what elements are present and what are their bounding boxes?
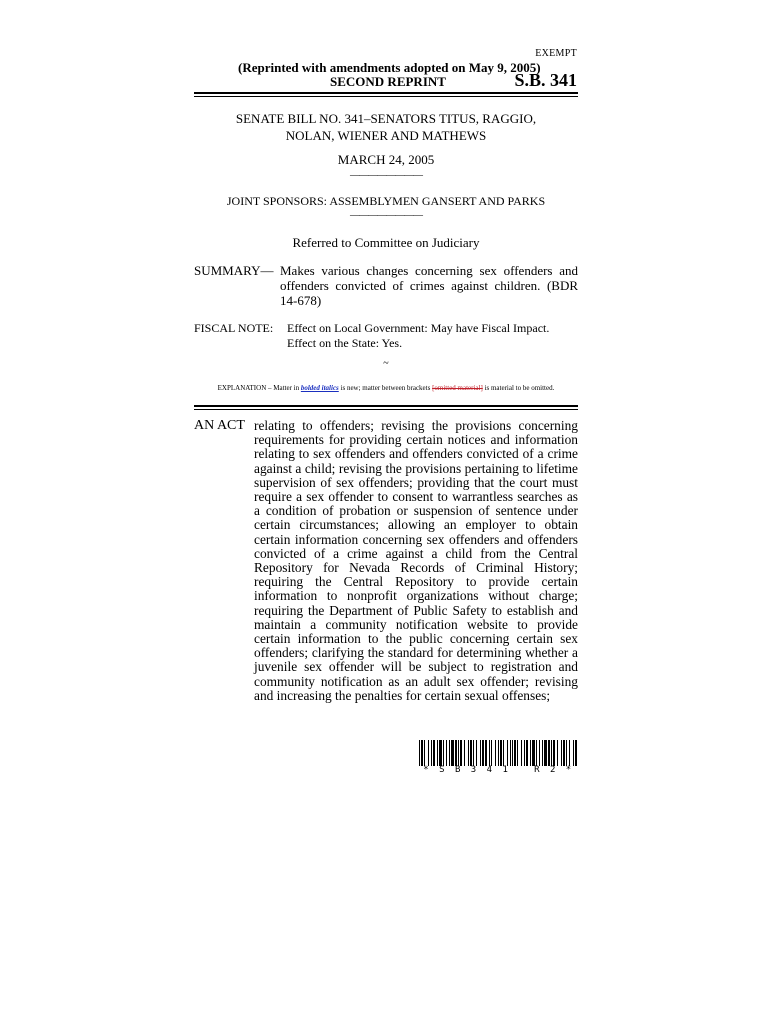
barcode-bar xyxy=(530,740,531,766)
tilde-mark: ~ xyxy=(383,358,389,369)
barcode-bar xyxy=(439,740,442,766)
barcode-bar xyxy=(517,740,518,766)
summary-label: SUMMARY— xyxy=(194,263,274,278)
header-rule-thin xyxy=(194,96,578,97)
barcode-bar xyxy=(473,740,474,766)
barcode-bar xyxy=(433,740,435,766)
barcode-bar xyxy=(510,740,511,766)
barcode-bar xyxy=(563,740,565,766)
bill-title-line1: SENATE BILL NO. 341–SENATORS TITUS, RAGGIO, xyxy=(235,111,537,126)
reprint-note: (Reprinted with amendments adopted on May 9, 2005) xyxy=(238,60,541,75)
referred-to-committee: Referred to Committee on Judiciary xyxy=(292,235,480,250)
barcode-bar xyxy=(455,740,457,766)
barcode-bar xyxy=(495,740,496,766)
barcode-bar xyxy=(468,740,469,766)
barcode-bar xyxy=(514,740,516,766)
barcode-bar xyxy=(561,740,562,766)
joint-sponsors: JOINT SPONSORS: ASSEMBLYMEN GANSERT AND PARKS xyxy=(226,194,546,208)
bill-title-line2: NOLAN, WIENER AND MATHEWS xyxy=(285,128,487,143)
explanation-omitted-text: [omitted material] xyxy=(432,384,483,392)
fiscal-note-text xyxy=(287,321,578,351)
exempt-label: EXEMPT xyxy=(535,48,577,59)
barcode-bar xyxy=(526,740,528,766)
header-rule-thick xyxy=(194,92,578,94)
barcode-bar xyxy=(539,740,540,766)
bill-number: S.B. 341 xyxy=(514,70,577,90)
barcode-bar xyxy=(424,740,425,766)
barcode-bar xyxy=(437,740,438,766)
separator-dash-1: ———————— xyxy=(350,170,422,181)
barcode-bar xyxy=(460,740,462,766)
explanation-suffix: is material to be omitted. xyxy=(482,384,555,392)
explanation-prefix: EXPLANATION – Matter in xyxy=(217,384,301,392)
barcode-bar xyxy=(485,740,487,766)
barcode-bar xyxy=(446,740,447,766)
barcode-bar xyxy=(498,740,499,766)
explanation-rule-thick xyxy=(194,405,578,407)
barcode-bar xyxy=(431,740,432,766)
barcode-bar xyxy=(421,740,423,766)
explanation-line xyxy=(194,384,578,392)
barcode-bar xyxy=(503,740,504,766)
barcode-bar xyxy=(491,740,492,766)
barcode-bar xyxy=(521,740,522,766)
act-text: relating to offenders; revising the provisions concerning requirements for providing certain notices and information relating to sex offenders and offenders convicted of a crime against a child; revising the provisions pertaining to lifetime supervision of sex offenders; providing that the court must require a sex offender to consent to warrantless searches as a condition of probation or suspension of sentence under certain circumstances; allowing an employer to obtain certain information concerning sex offenders and offenders convicted of a crime against a child from the Central Repository for Nevada Records of Criminal History; requiring the Central Repository to provide certain information to nonprofit organizations without charge; requiring the Department of Public Safety to establish and maintain a community notification website to provide certain information to the public concerning certain sex offenders; clarifying the standard for determining whether a juvenile sex offender will be subject to registration and community notification as an adult sex offender; revising and increasing the penalties for certain sexual offenses; xyxy=(254,418,578,703)
barcode-bar xyxy=(482,740,484,766)
barcode-bar xyxy=(532,740,535,766)
second-reprint-label: SECOND REPRINT xyxy=(330,74,446,89)
separator-dash-2: ———————— xyxy=(350,210,422,221)
bill-title xyxy=(194,110,578,144)
barcode-bar xyxy=(575,740,577,766)
barcode-bar xyxy=(551,740,552,766)
barcode-bar xyxy=(470,740,472,766)
barcode-bar xyxy=(536,740,537,766)
fiscal-local: Effect on Local Government: May have Fiscal Impact. xyxy=(287,321,550,335)
act-label: AN ACT xyxy=(194,418,245,433)
barcode-bar xyxy=(500,740,502,766)
barcode-bar xyxy=(573,740,574,766)
barcode-bar xyxy=(569,740,570,766)
barcode-bar xyxy=(419,740,420,766)
fiscal-note-label: FISCAL NOTE: xyxy=(194,321,274,335)
barcode-bar xyxy=(524,740,525,766)
explanation-middle: is new; matter between brackets xyxy=(338,384,433,392)
barcode-bar xyxy=(566,740,567,766)
barcode-bar xyxy=(464,740,465,766)
bill-date: MARCH 24, 2005 xyxy=(337,152,435,167)
barcode-bar xyxy=(553,740,555,766)
explanation-new-text: bolded italics xyxy=(300,384,339,392)
barcode-bar xyxy=(489,740,490,766)
summary-text: Makes various changes concerning sex offenders and offenders convicted of crimes against children. (BDR 14-678) xyxy=(280,263,578,308)
barcode-bar xyxy=(458,740,459,766)
barcode-bar xyxy=(428,740,429,766)
barcode-bar xyxy=(557,740,558,766)
barcode-bar xyxy=(449,740,450,766)
barcode-bar xyxy=(544,740,547,766)
barcode-bar xyxy=(512,740,513,766)
explanation-rule-thin xyxy=(194,409,578,410)
barcode-text: * S B 3 4 1 R 2 * xyxy=(423,765,574,775)
fiscal-state: Effect on the State: Yes. xyxy=(287,336,403,350)
barcode-bar xyxy=(507,740,508,766)
barcode-bar xyxy=(480,740,481,766)
barcode-bar xyxy=(548,740,550,766)
barcode-image xyxy=(419,740,578,766)
barcode-bar xyxy=(476,740,477,766)
barcode-bar xyxy=(451,740,454,766)
barcode-bar xyxy=(443,740,444,766)
barcode-bar xyxy=(542,740,543,766)
